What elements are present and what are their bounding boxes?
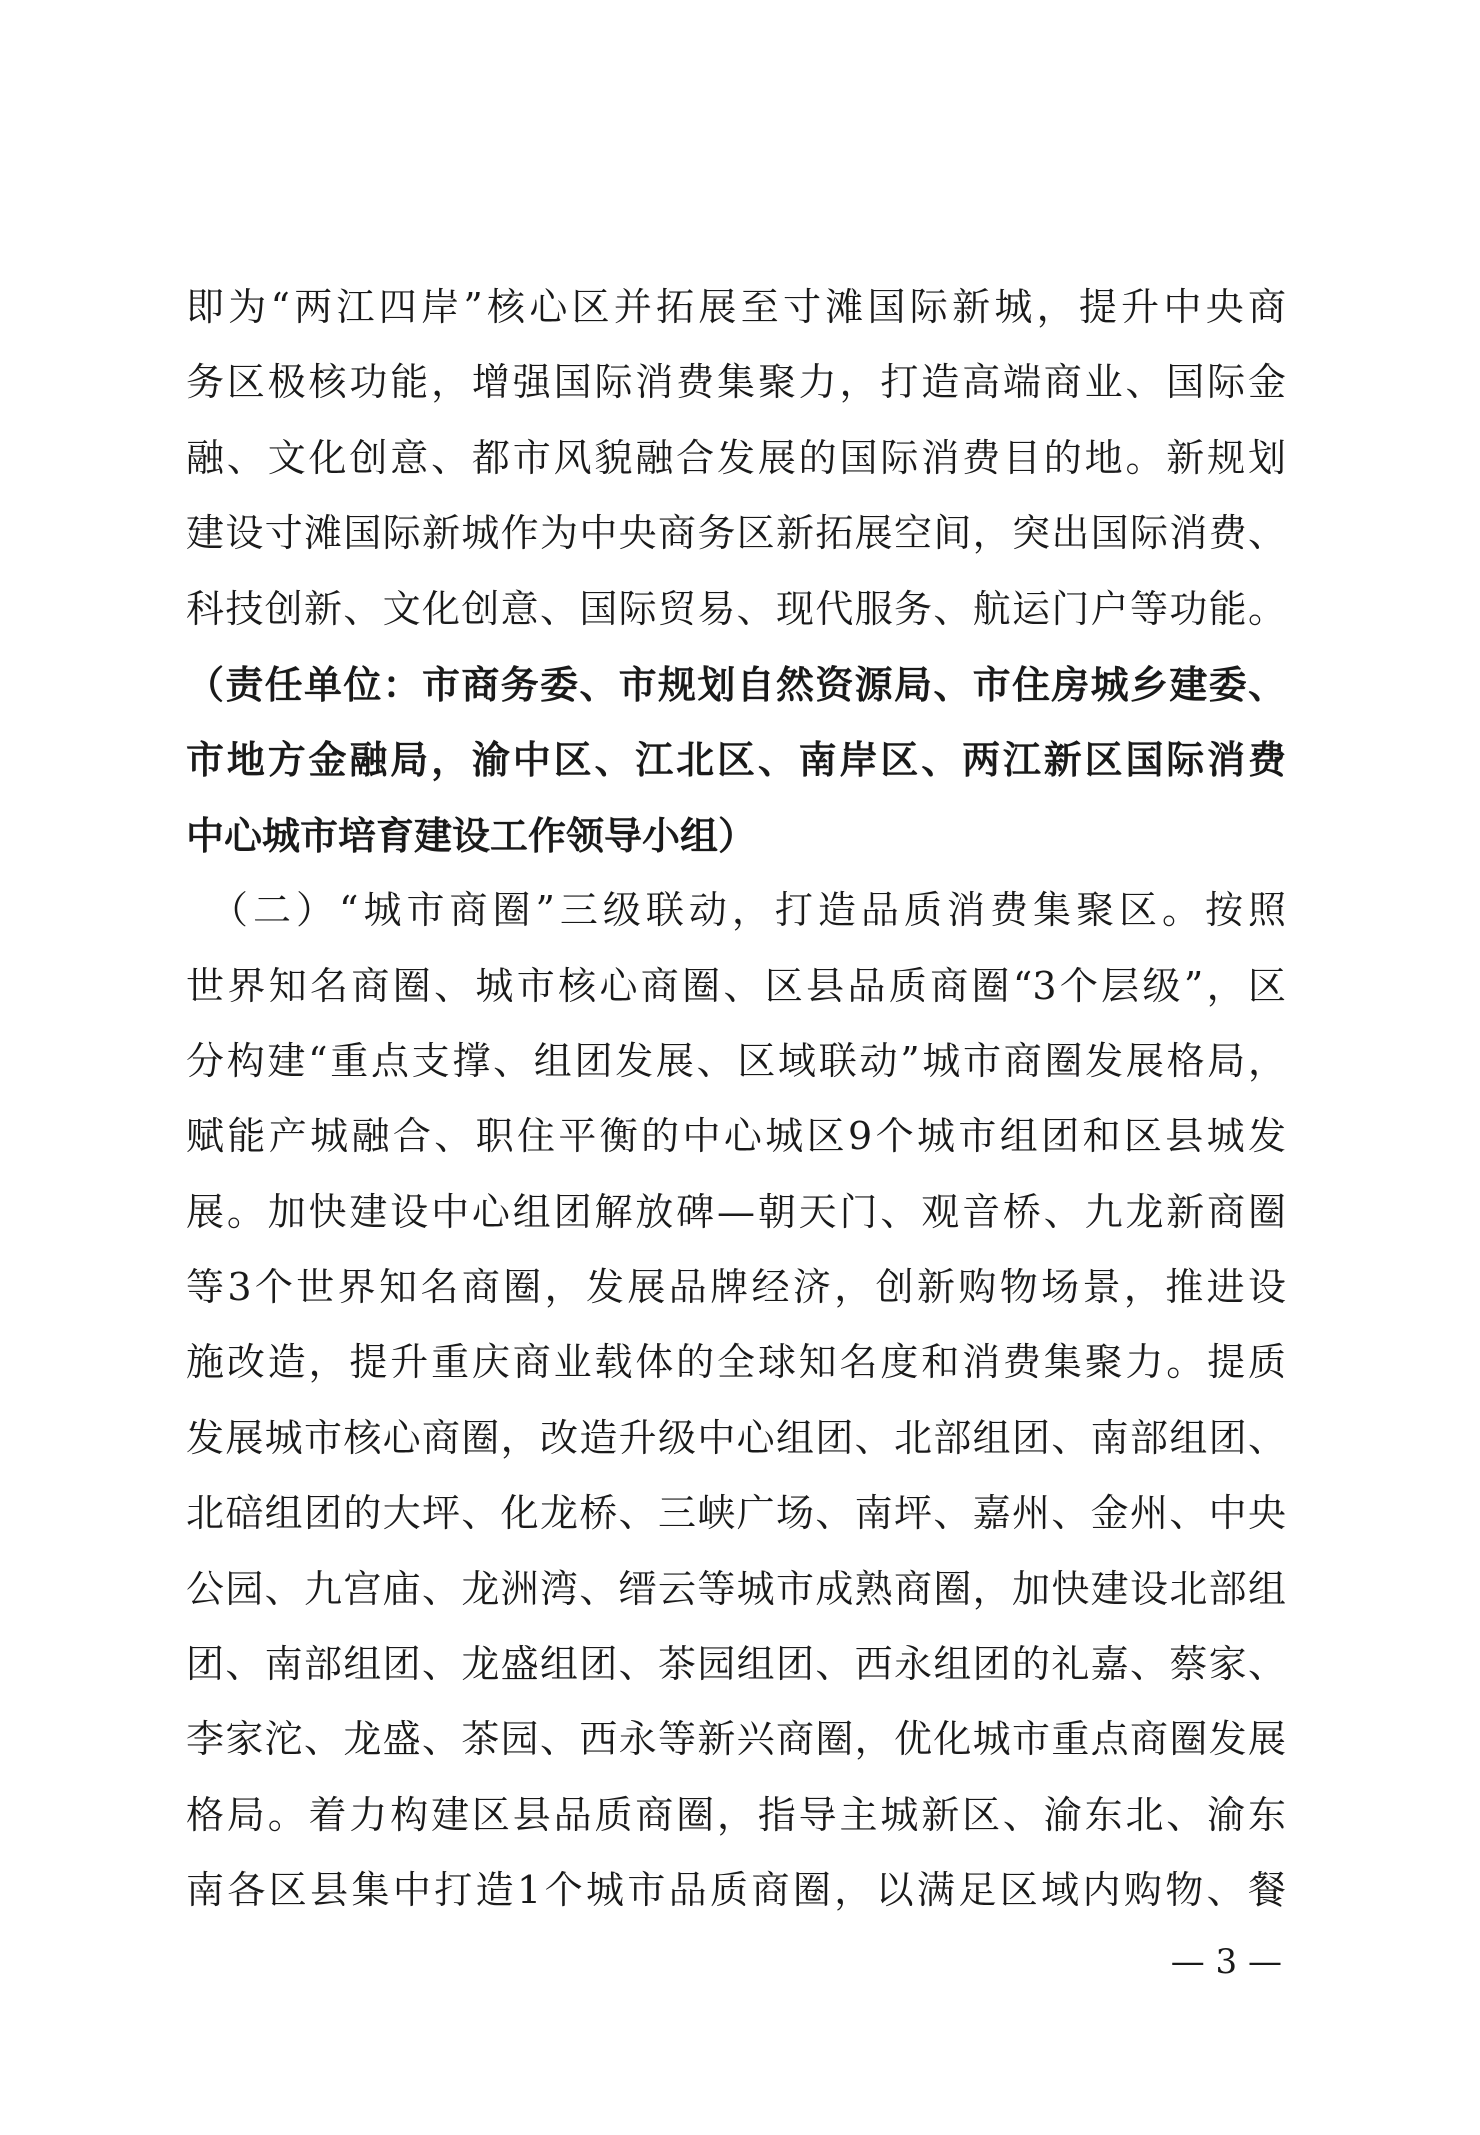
text-line: 施改造，提升重庆商业载体的全球知名度和消费集聚力。提质 <box>186 1340 1286 1385</box>
responsibility-note-line: 中心城市培育建设工作领导小组） <box>186 812 757 858</box>
text-line: 融、文化创意、都市风貌融合发展的国际消费目的地。新规划 <box>186 435 1286 480</box>
text-line: 世界知名商圈、城市核心商圈、区县品质商圈“3个层级”，区 <box>186 963 1286 1008</box>
body-text <box>186 270 1286 1929</box>
text-line: 务区极核功能，增强国际消费集聚力，打造高端商业、国际金 <box>186 360 1286 405</box>
text-line: 公园、九宫庙、龙洲湾、缙云等城市成熟商圈，加快建设北部组 <box>186 1566 1286 1611</box>
text-line: 发展城市核心商圈，改造升级中心组团、北部组团、南部组团、 <box>186 1415 1286 1460</box>
text-line: 格局。着力构建区县品质商圈，指导主城新区、渝东北、渝东 <box>186 1792 1286 1837</box>
text-line: 科技创新、文化创意、国际贸易、现代服务、航运门户等功能。 <box>186 586 1286 631</box>
text-line: 团、南部组团、龙盛组团、茶园组团、西永组团的礼嘉、蔡家、 <box>186 1642 1286 1687</box>
text-line: 等3个世界知名商圈，发展品牌经济，创新购物场景，推进设 <box>186 1265 1286 1310</box>
text-line: 分构建“重点支撑、组团发展、区域联动”城市商圈发展格局， <box>186 1038 1286 1083</box>
text-line: 北碚组团的大坪、化龙桥、三峡广场、南坪、嘉州、金州、中央 <box>186 1491 1286 1536</box>
text-line: 赋能产城融合、职住平衡的中心城区9个城市组团和区县城发 <box>186 1114 1286 1159</box>
text-line: 即为“两江四岸”核心区并拓展至寸滩国际新城，提升中央商 <box>186 285 1286 329</box>
text-line: 展。加快建设中心组团解放碑—朝天门、观音桥、九龙新商圈 <box>186 1189 1286 1234</box>
page-number: — 3 — <box>1170 1942 1282 1982</box>
responsibility-note-line: 市地方金融局，渝中区、江北区、南岸区、两江新区国际消费 <box>186 737 1286 783</box>
section-heading-line: （二）“城市商圈”三级联动，打造品质消费集聚区。按照 <box>186 888 1286 933</box>
responsibility-note-line: （责任单位：市商务委、市规划自然资源局、市住房城乡建委、 <box>186 661 1286 707</box>
text-line: 建设寸滩国际新城作为中央商务区新拓展空间，突出国际消费、 <box>186 511 1286 556</box>
text-line: 李家沱、龙盛、茶园、西永等新兴商圈，优化城市重点商圈发展 <box>186 1717 1286 1762</box>
text-line: 南各区县集中打造1个城市品质商圈，以满足区域内购物、餐 <box>186 1868 1286 1913</box>
